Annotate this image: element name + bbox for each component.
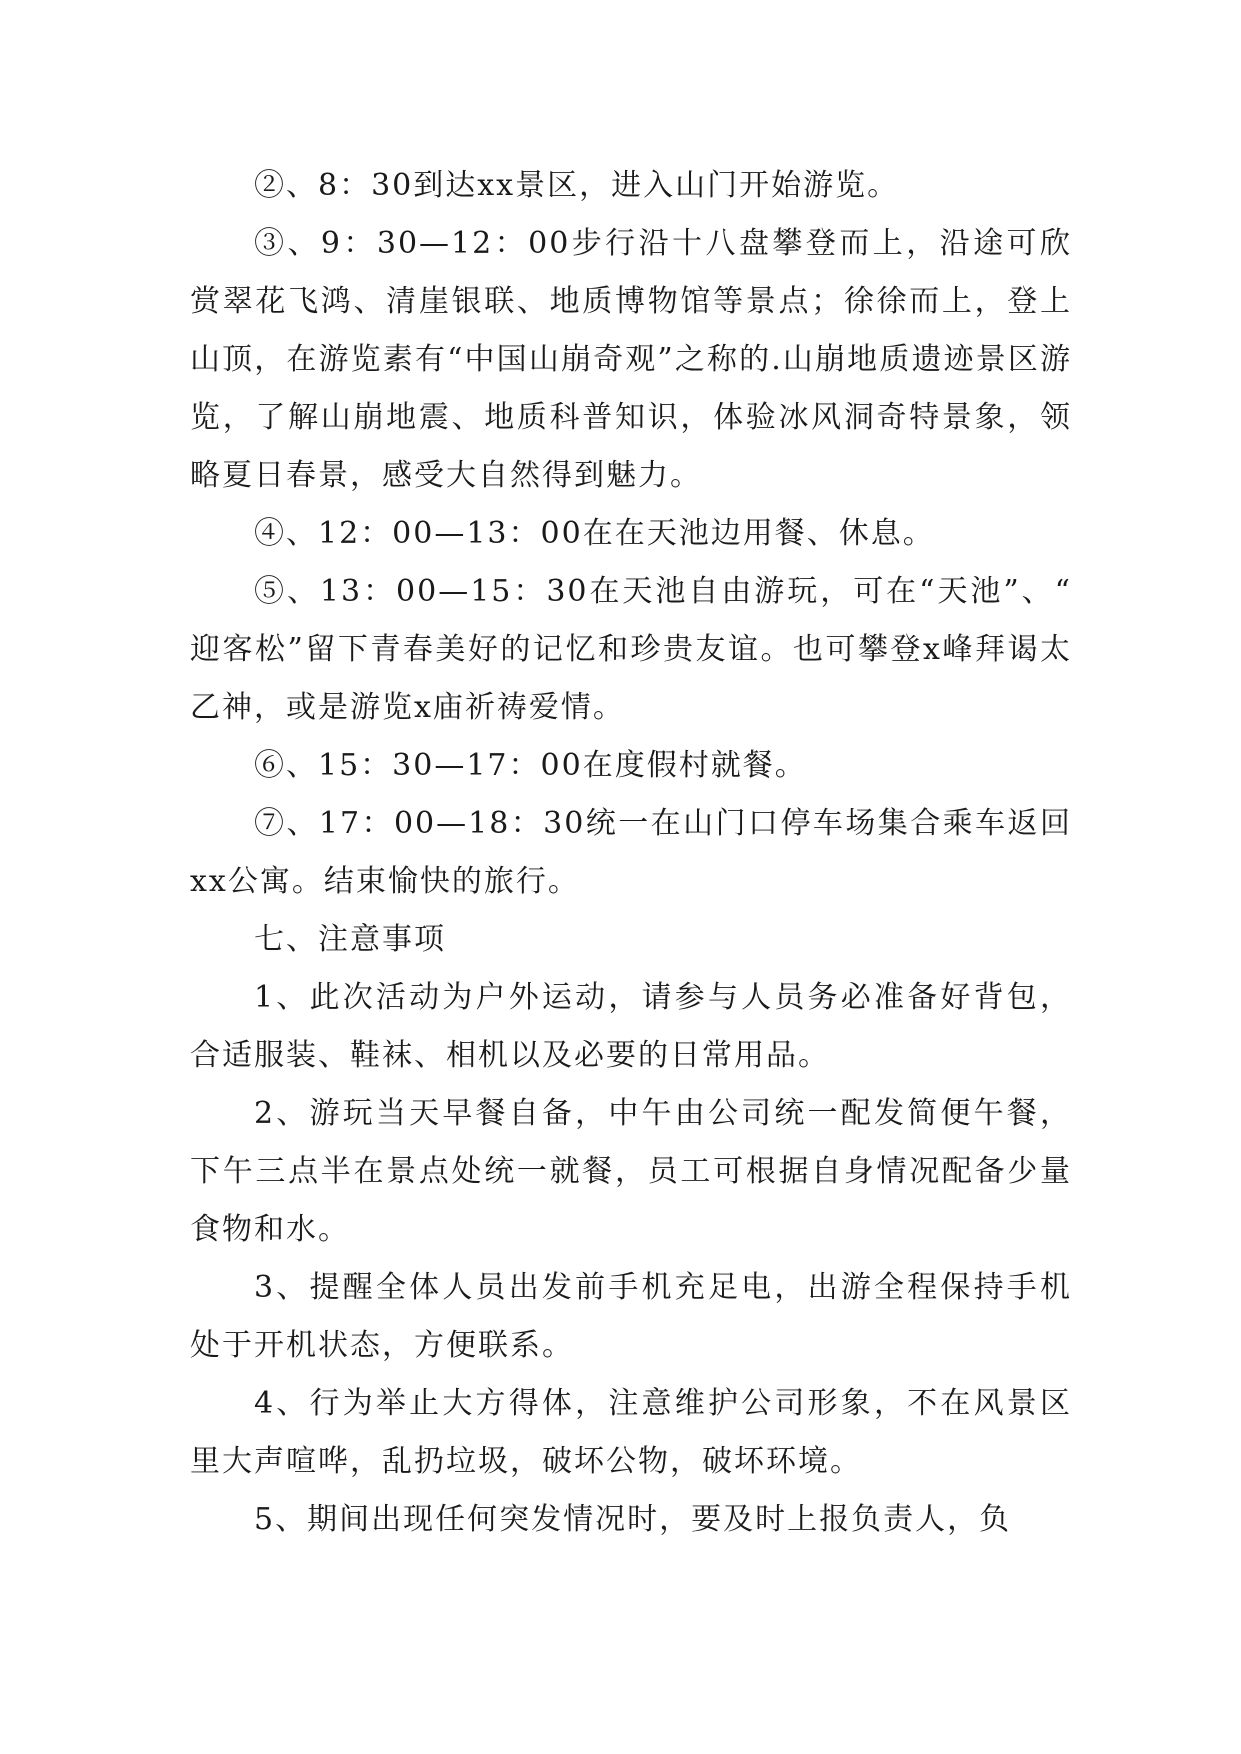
note-item-3: 3、提醒全体人员出发前手机充足电，出游全程保持手机处于开机状态，方便联系。 bbox=[190, 1270, 1072, 1363]
section-heading-notes: 七、注意事项 bbox=[254, 922, 446, 957]
itinerary-item-6: ⑥、15：30—17：00在度假村就餐。 bbox=[254, 748, 807, 783]
itinerary-item-7: ⑦、17：00—18：30统一在山门口停车场集合乘车返回xx公寓。结束愉快的旅行。 bbox=[190, 806, 1072, 899]
itinerary-item-4: ④、12：00—13：00在在天池边用餐、休息。 bbox=[254, 516, 935, 551]
itinerary-item-2: ②、8：30到达xx景区，进入山门开始游览。 bbox=[254, 168, 900, 203]
note-item-2: 2、游玩当天早餐自备，中午由公司统一配发简便午餐，下午三点半在景点处统一就餐，员工可根据自身情况配备少量食物和水。 bbox=[190, 1096, 1072, 1247]
itinerary-item-5: ⑤、13：00—15：30在天池自由游玩，可在“天池”、“迎客松”留下青春美好的记忆和珍贵友谊。也可攀登x峰拜谒太乙神，或是游览x庙祈祷爱情。 bbox=[190, 574, 1072, 725]
note-item-1: 1、此次活动为户外运动，请参与人员务必准备好背包，合适服装、鞋袜、相机以及必要的日常用品。 bbox=[190, 980, 1072, 1073]
note-item-4: 4、行为举止大方得体，注意维护公司形象，不在风景区里大声喧哗，乱扔垃圾，破坏公物，破坏环境。 bbox=[190, 1386, 1072, 1479]
itinerary-item-3: ③、9：30—12：00步行沿十八盘攀登而上，沿途可欣赏翠花飞鸿、清崖银联、地质博物馆等景点；徐徐而上，登上山顶，在游览素有“中国山崩奇观”之称的.山崩地质遗迹景区游览，了解山崩地震、地质科普知识，体验冰风洞奇特景象，领略夏日春景，感受大自然得到魅力。 bbox=[190, 226, 1072, 493]
document-body bbox=[190, 157, 1072, 1549]
note-item-5: 5、期间出现任何突发情况时，要及时上报负责人，负 bbox=[254, 1502, 1012, 1537]
